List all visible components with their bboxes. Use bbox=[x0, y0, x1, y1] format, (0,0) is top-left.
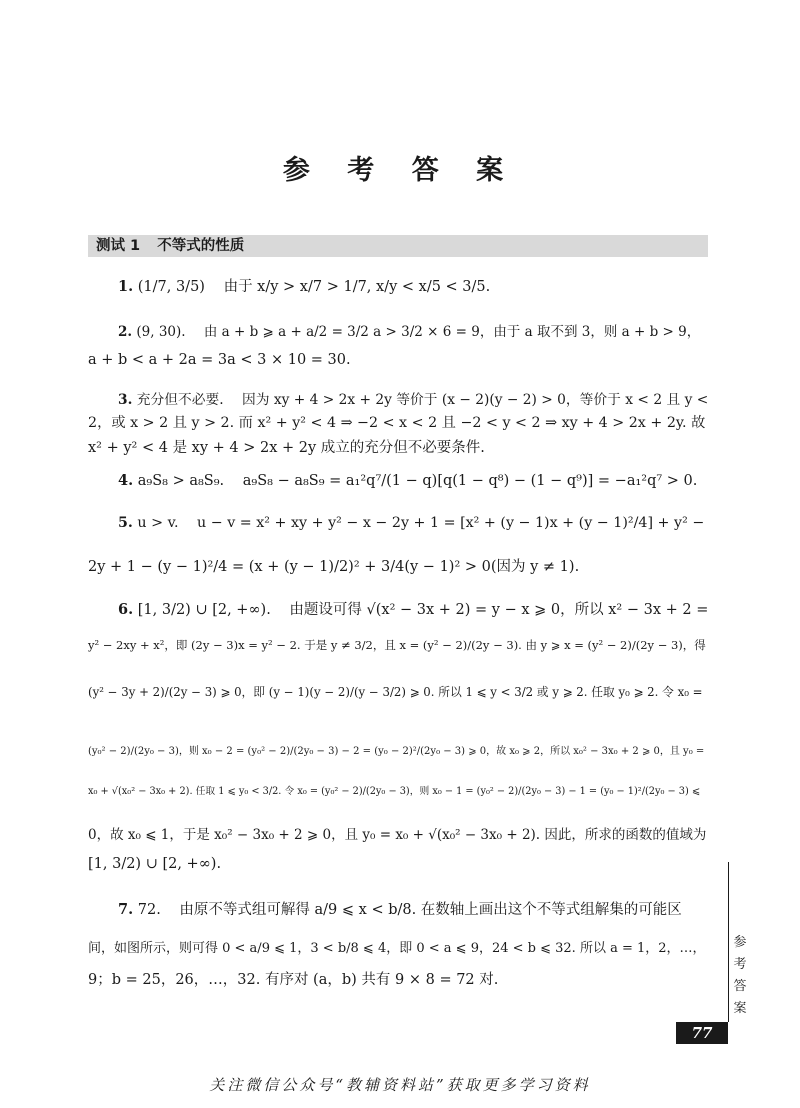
problem-6-line-2: y² − 2xy + x²，即 (2y − 3)x = y² − 2. 于是 y ≠ 3/2，且 x = (y² − 2)/(2y − 3). 由 y ⩾ x = (y² − 2)/(2y − 3)，得 bbox=[88, 638, 706, 652]
problem-5 bbox=[88, 515, 704, 531]
problem-number: 5. bbox=[118, 515, 133, 531]
problem-answer: u > v. bbox=[137, 515, 179, 531]
section-number: 测试 1 bbox=[96, 238, 141, 254]
problem-6-line-4: (y₀² − 2)/(2y₀ − 3)，则 x₀ − 2 = (y₀² − 2)/(2y₀ − 3) − 2 = (y₀ − 2)²/(2y₀ − 3) ⩾ 0，故 x₀ ⩾ 2，所以 x₀² − 3x₀ + 2 ⩾ 0，且 y₀ = bbox=[88, 746, 705, 757]
problem-number: 4. bbox=[118, 472, 134, 489]
problem-answer: (9, 30). bbox=[136, 324, 186, 340]
problem-number: 3. bbox=[118, 392, 133, 408]
problem-2 bbox=[88, 320, 700, 340]
problem-text: 由原不等式组可解得 a/9 ⩽ x < b/8. 在数轴上画出这个不等式组解集的可能区 bbox=[179, 902, 682, 918]
problem-7-line-2: 间，如图所示，则可得 0 < a/9 ⩽ 1，3 < b/8 ⩽ 4，即 0 < a ⩽ 9，24 < b ⩽ 32. 所以 a = 1，2，…， bbox=[88, 941, 706, 956]
problem-7-line-3: 9；b = 25，26，…，32. 有序对 (a，b) 共有 9 × 8 = 72 对. bbox=[88, 972, 499, 988]
problem-number: 6. bbox=[118, 601, 134, 618]
problem-answer: [1, 3/2) ∪ [2, +∞). bbox=[137, 602, 271, 618]
section-header bbox=[88, 235, 708, 257]
problem-text: 由于 x/y > x/7 > 1/7, x/y < x/5 < 3/5. bbox=[223, 279, 491, 295]
problem-6 bbox=[88, 598, 708, 619]
problem-7 bbox=[88, 898, 682, 919]
problem-answer: 充分但不必要. bbox=[136, 392, 224, 408]
problem-5-line-2: 2y + 1 − (y − 1)²/4 = (x + (y − 1)/2)² + 3/4(y − 1)² > 0(因为 y ≠ 1). bbox=[88, 559, 580, 575]
page-title: 参 考 答 案 bbox=[282, 155, 518, 186]
problem-answer: a₉S₈ > a₈S₉. bbox=[137, 473, 225, 489]
problem-text: a₉S₈ − a₈S₉ = a₁²q⁷/(1 − q)[q(1 − q⁸) − (1 − q⁹)] = −a₁²q⁷ > 0. bbox=[242, 473, 698, 489]
problem-4 bbox=[88, 472, 697, 489]
page-number: 77 bbox=[676, 1022, 728, 1044]
footer-note: 关注微信公众号“教辅资料站”获取更多学习资料 bbox=[209, 1076, 591, 1094]
problem-text: u − v = x² + xy + y² − x − 2y + 1 = [x² + (y − 1)x + (y − 1)²/4] + y² − bbox=[197, 515, 705, 531]
problem-3-line-2: 2，或 x > 2 且 y > 2. 而 x² + y² < 4 ⇒ −2 < x < 2 且 −2 < y < 2 ⇒ xy + 4 > 2x + 2y. 故 bbox=[88, 415, 706, 431]
problem-6-line-3: (y² − 3y + 2)/(2y − 3) ⩾ 0，即 (y − 1)(y − 2)/(y − 3/2) ⩾ 0. 所以 1 ⩽ y < 3/2 或 y ⩾ 2. 任取 y₀ ⩾ 2. 令 x₀ = bbox=[88, 685, 703, 699]
problem-6-line-5: x₀ + √(x₀² − 3x₀ + 2). 任取 1 ⩽ y₀ < 3/2. 令 x₀ = (y₀² − 2)/(2y₀ − 3)，则 x₀ − 1 = (y₀² − 2)/(2y₀ − 3) − 1 = (y₀ − 1)²/(2y₀ − 3) ⩽ bbox=[88, 786, 701, 797]
problem-number: 1. bbox=[118, 278, 134, 295]
problem-text: 因为 xy + 4 > 2x + 2y 等价于 (x − 2)(y − 2) > 0，等价于 x < 2 且 y < bbox=[241, 392, 709, 408]
side-tab-label: 参 考 答 案 bbox=[733, 935, 747, 1016]
problem-1 bbox=[88, 275, 490, 296]
problem-3-line-3: x² + y² < 4 是 xy + 4 > 2x + 2y 成立的充分但不必要条件. bbox=[88, 440, 485, 456]
problem-text: 由 a + b ⩾ a + a/2 = 3/2 a > 3/2 × 6 = 9，由于 a 取不到 3，则 a + b > 9， bbox=[203, 324, 701, 340]
problem-3 bbox=[88, 388, 708, 408]
problem-text: 由题设可得 √(x² − 3x + 2) = y − x ⩾ 0，所以 x² − 3x + 2 = bbox=[289, 602, 709, 618]
problem-answer: 72. bbox=[137, 902, 161, 918]
problem-2-line-2: a + b < a + 2a = 3a < 3 × 10 = 30. bbox=[88, 352, 351, 368]
problem-number: 2. bbox=[118, 324, 133, 340]
problem-6-line-7: [1, 3/2) ∪ [2, +∞). bbox=[88, 856, 222, 872]
section-title: 不等式的性质 bbox=[157, 238, 245, 254]
problem-answer: (1/7, 3/5) bbox=[137, 279, 205, 295]
problem-6-line-6: 0，故 x₀ ⩽ 1，于是 x₀² − 3x₀ + 2 ⩾ 0，且 y₀ = x₀ + √(x₀² − 3x₀ + 2). 因此，所求的函数的值域为 bbox=[88, 827, 707, 843]
problem-number: 7. bbox=[118, 901, 134, 918]
